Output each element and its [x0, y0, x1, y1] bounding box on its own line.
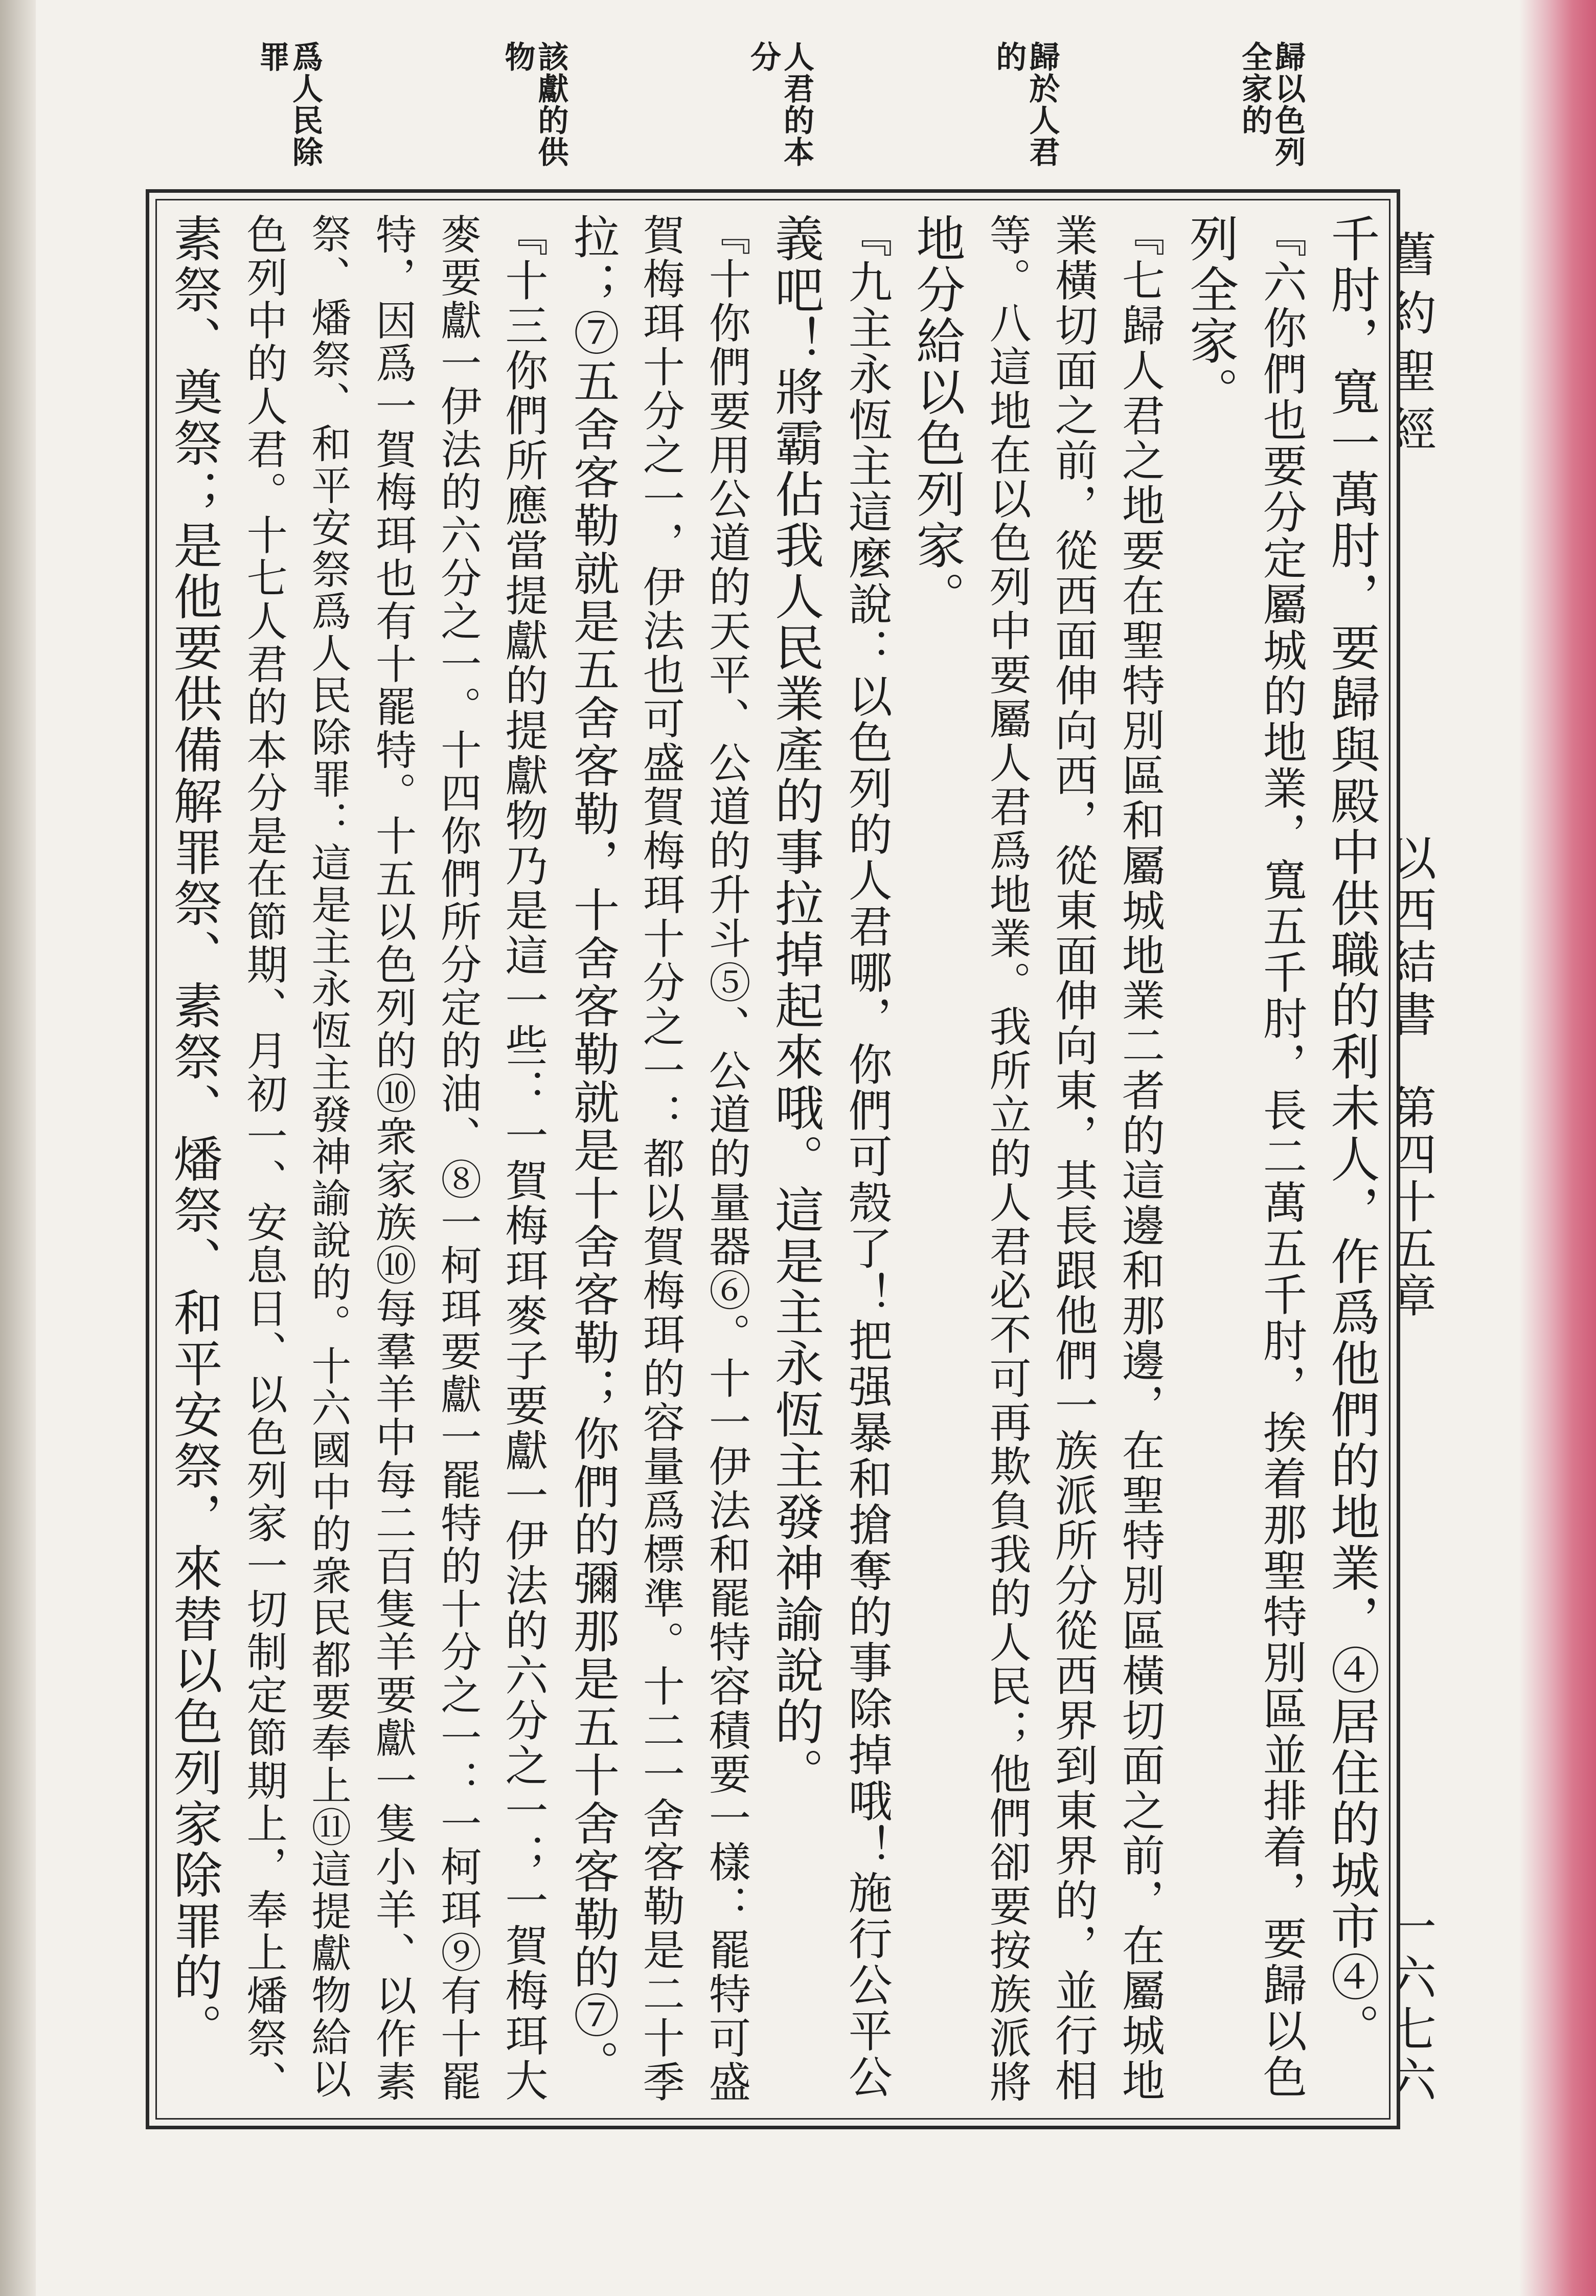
- text-column: 千肘，寬一萬肘，要歸與殿中供職的利未人，作爲他們的地業，④居住的城市④。: [1323, 213, 1380, 2054]
- text-columns: [166, 213, 1380, 2105]
- book-name: 以西結書: [1382, 834, 1437, 1042]
- text-column: 賀梅珥十分之一，伊法也可盛賀梅珥十分之一：都以賀梅珥的容量爲標準。十二一舍客勒是二十季: [636, 213, 685, 2104]
- text-column: 色列中的人君。十七人君的本分是在節期、月初一、安息日、以色列家一切制定節期上，奉上燔祭、: [240, 213, 288, 2103]
- book-title: 舊約聖經: [1382, 230, 1437, 463]
- text-column: 特，因爲一賀梅珥也有十罷特。十五以色列的⑩衆家族⑩每羣羊中每二百隻羊要獻一隻小羊、以作素: [369, 213, 417, 2103]
- text-column: 『七歸人君之地要在聖特別區和屬城地業二者的這邊和那邊，在聖特別區橫切面之前，在屬城地: [1115, 213, 1166, 2103]
- side-note-line: 罪: [254, 41, 290, 73]
- side-notes: [256, 41, 1304, 194]
- text-column: 祭、燔祭、和平安祭爲人民除罪：這是主永恆主發神諭說的。十六國中的衆民都要奉上⑪這提獻物給以: [305, 213, 351, 2100]
- page-number: 一六七六: [1382, 1902, 1437, 2107]
- side-note: [993, 41, 1058, 194]
- side-note-line: 歸於人君: [1024, 41, 1060, 168]
- text-frame: [146, 189, 1400, 2129]
- text-column: 『六你們也要分定屬城的地業，寬五千肘，長二萬五千肘，挨着那聖特別區並排着，要歸以色: [1255, 213, 1307, 2100]
- side-note: [1238, 41, 1304, 194]
- text-column: 麥要獻一伊法的六分之一。十四你們所分定的油、⑧一柯珥要獻一罷特的十分之一：一柯珥⑨有十罷: [434, 213, 482, 2103]
- side-note-line: 分: [745, 41, 781, 73]
- text-column: 素祭、奠祭；是他要供備解罪祭、素祭、燔祭、和平安祭，來替以色列家除罪的。: [166, 213, 223, 2054]
- text-column: 等。八這地在以色列中要屬人君爲地業。我所立的人君必不可再欺負我的人民；他們卻要按族派將: [983, 213, 1032, 2104]
- side-note: [747, 41, 812, 194]
- text-column: 『十三你們所應當提獻的提獻物乃是這一些：一賀梅珥麥子要獻一伊法的六分之一；一賀梅珥大: [498, 213, 549, 2103]
- side-note: [256, 41, 321, 194]
- page-gutter: [0, 0, 36, 2296]
- text-column: 業橫切面之前，從西面伸向西，從東面伸向東，其長跟他們一族派所分從西界到東界的，並行相: [1048, 213, 1099, 2103]
- side-note-line: 歸以色列: [1270, 41, 1306, 168]
- page-edge-pink: [1519, 0, 1596, 2296]
- text-column: 列全家。: [1181, 213, 1239, 418]
- side-note-line: 爲人民除: [287, 41, 323, 168]
- side-note-line: 全家的: [1237, 41, 1272, 136]
- text-column: 拉；⑦五舍客勒就是五舍客勒，十舍客勒就是十舍客勒；你們的彌那是五十舍客勒的⑦。: [565, 213, 620, 2088]
- side-note: [501, 41, 567, 194]
- side-note-line: 的: [991, 41, 1027, 73]
- chapter-heading: 第四十五章: [1384, 1084, 1437, 1319]
- text-column: 『九主永恆主這麼說：以色列的人君哪，你們可殼了！把强暴和搶奪的事除掉哦！施行公平公: [840, 213, 892, 2100]
- text-column: 地分給以色列家。: [908, 213, 966, 622]
- text-column: 『十你們要用公道的天平、公道的升斗⑤、公道的量器⑥。十一伊法和罷特容積要一樣：罷特可盛: [702, 213, 751, 2104]
- side-note-line: 人君的本: [779, 41, 814, 168]
- side-note-line: 該獻的供: [533, 41, 569, 168]
- side-note-line: 物: [499, 41, 536, 73]
- text-column: 義吧！將霸佔我人民業產的事拉掉起來哦。這是主永恆主發神諭說的。: [767, 213, 825, 1798]
